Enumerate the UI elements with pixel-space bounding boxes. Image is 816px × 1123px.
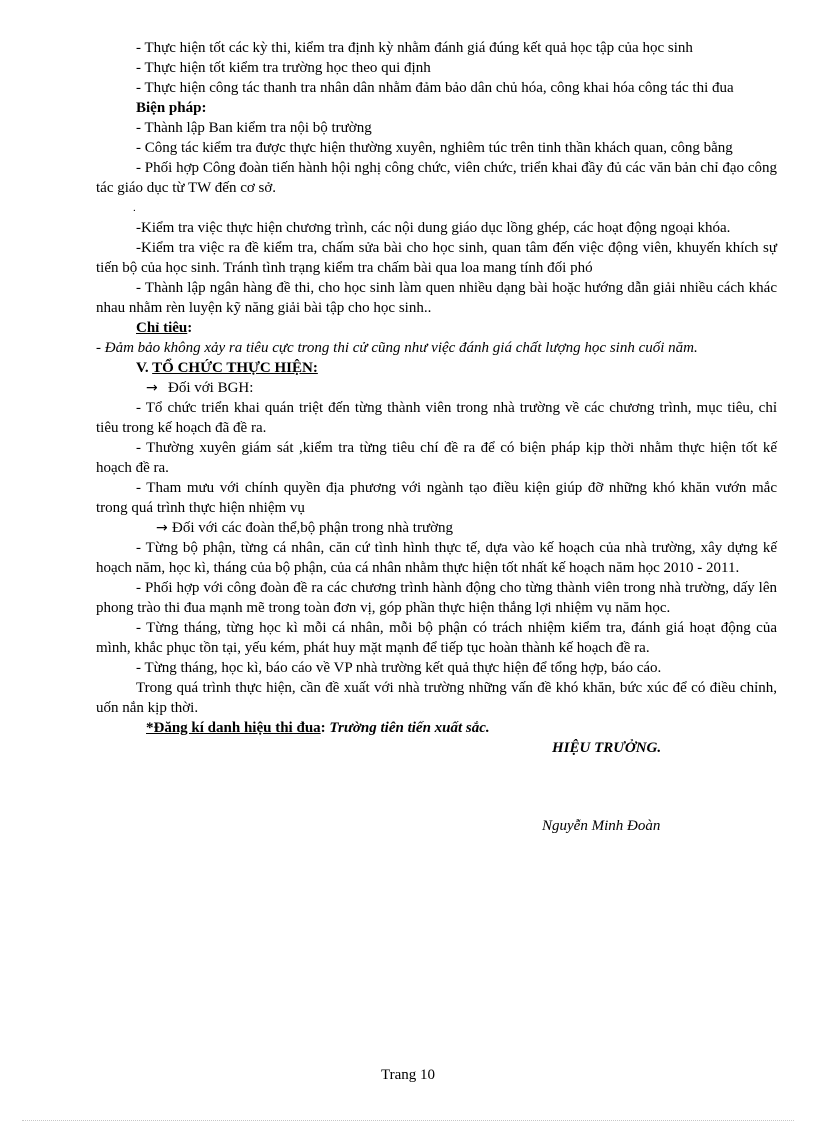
signer-name: Nguyễn Minh Đoàn [542,818,661,834]
paragraph: - Thực hiện tốt kiểm tra trường học theo qui định [136,60,431,76]
heading-bien-phap: Biện pháp: [136,100,207,116]
subheading-bgh [96,378,777,398]
paragraph: - Từng tháng, từng học kì mỗi cá nhân, mỗi bộ phận có trách nhiệm kiểm tra, đánh giá hoạt động của mình, khắc phục tồn tại, yếu kém, phát huy mặt mạnh để tiếp tục hoàn thành kế hoạch đề ra. [96,620,777,656]
paragraph: -Kiểm tra việc thực hiện chương trình, các nội dung giáo dục lồng ghép, các hoạt động ngoại khóa. [136,220,731,236]
paragraph: - Tham mưu với chính quyền địa phương với ngành tạo điều kiện giúp đỡ những khó khăn vướn mắc trong quá trình thực hiện nhiệm vụ [96,480,777,516]
page-number: Trang 10 [380,1067,436,1083]
paragraph: - Thực hiện tốt các kỳ thi, kiểm tra định kỳ nhằm đánh giá đúng kết quả học tập của học sinh [136,40,693,56]
paragraph: - Phối hợp Công đoàn tiến hành hội nghị công chức, viên chức, triển khai đầy đủ các văn bản chỉ đạo công tác giáo dục từ TW đến cơ sở. [96,160,777,196]
paragraph: - Thường xuyên giám sát ,kiểm tra từng tiêu chí đề ra để có biện pháp kịp thời nhằm thực hiện tốt kế hoạch đề ra. [96,440,777,476]
section-title: TỔ CHỨC THỰC HIỆN: [152,360,318,376]
arrow-right-icon: → [146,380,158,396]
subheading-label: Đối với BGH: [168,380,254,396]
signer-title: HIỆU TRƯỞNG. [552,740,662,756]
section-number: V. [136,360,153,376]
paragraph: - Thực hiện công tác thanh tra nhân dân nhằm đảm bảo dân chủ hóa, công khai hóa công tác thi đua [136,80,734,96]
paragraph: - Từng tháng, học kì, báo cáo về VP nhà trường kết quả thực hiện để tổng hợp, báo cáo. [136,660,662,676]
paragraph: -Kiểm tra việc ra đề kiểm tra, chấm sửa bài cho học sinh, quan tâm đến việc động viên, khuyến khích sự tiến bộ của học sinh. Tránh tình trạng kiểm tra chấm bài qua loa mang tính đối phó [96,240,777,276]
section-heading [96,358,777,378]
registration-value: Trường tiên tiến xuất sắc. [329,720,490,736]
chi-tieu-label: Chỉ tiêu [136,320,188,336]
registration-colon: : [320,720,330,736]
paragraph: - Phối hợp với công đoàn đề ra các chương trình hành động cho từng thành viên trong nhà trường, dấy lên phong trào thi đua mạnh mẽ trong toàn đơn vị, góp phần thực hiện thắng lợi nhiệm vụ năm học. [96,580,777,616]
paragraph: - Thành lập Ban kiểm tra nội bộ trường [136,120,372,136]
stray-dot: . [133,202,136,214]
paragraph: Trong quá trình thực hiện, cần đề xuất với nhà trường những vấn đề khó khăn, bức xúc để có điều chỉnh, uốn nắn kịp thời. [96,680,777,716]
paragraph: - Công tác kiểm tra được thực hiện thường xuyên, nghiêm túc trên tinh thần khách quan, công bằng [136,140,733,156]
paragraph: - Thành lập ngân hàng đề thi, cho học sinh làm quen nhiều dạng bài hoặc hướng dẫn giải nhiều cách khác nhau nhằm rèn luyện kỹ năng giải bài tập cho học sinh.. [96,280,777,316]
arrow-right-icon: → [156,520,168,536]
subheading-label: Đối với các đoàn thể,bộ phận trong nhà trường [172,520,454,536]
paragraph: - Từng bộ phận, từng cá nhân, căn cứ tình hình thực tế, dựa vào kế hoạch của nhà trường, xây dựng kế hoạch năm, học kì, tháng của bộ phận, của cá nhân nhằm thực hiện tốt nhất kế hoạch năm học 2010 - 2011. [96,540,777,576]
chi-tieu-colon: : [187,320,193,336]
heading-chi-tieu [96,318,777,338]
paragraph-target: - Đảm bảo không xảy ra tiêu cực trong thi cử cũng như việc đánh giá chất lượng học sinh cuối năm. [96,340,698,356]
registration-label: *Đăng kí danh hiệu thi đua [146,720,321,736]
paragraph: - Tổ chức triển khai quán triệt đến từng thành viên trong nhà trường về các chương trình, mục tiêu, chỉ tiêu trong kế hoạch đã đề ra. [96,400,777,436]
emulation-registration [96,718,777,738]
document-body [96,38,777,836]
page-bottom-rule [22,1120,794,1121]
subheading-doan-the [96,518,777,538]
